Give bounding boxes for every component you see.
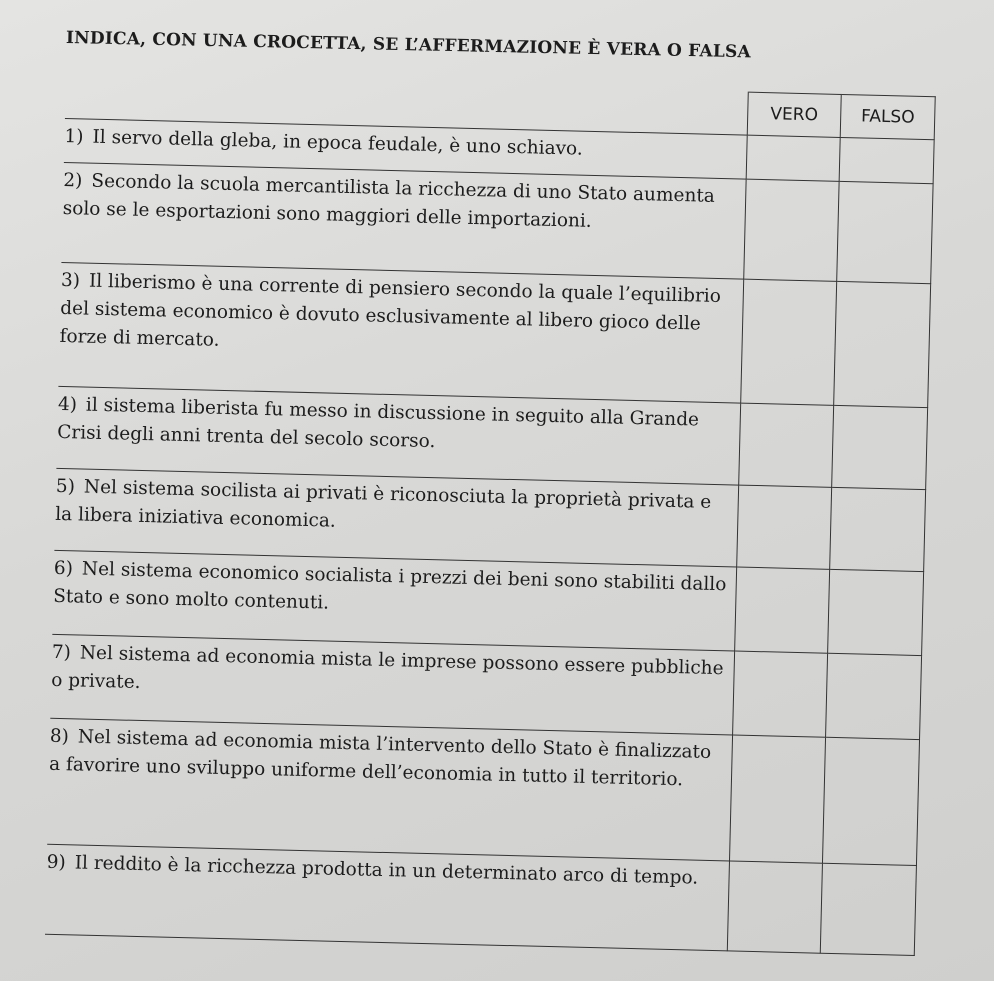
vero-checkbox[interactable] xyxy=(729,735,826,863)
question-row xyxy=(58,262,930,407)
vero-checkbox[interactable] xyxy=(738,403,834,487)
vero-checkbox[interactable] xyxy=(736,485,832,569)
question-text: Il liberismo è una corrente di pensiero secondo la quale l’equilibrio del sistema economico è dovuto esclusivamente al libero gioco delle forze di mercato. xyxy=(59,270,722,351)
question-text: Nel sistema ad economia mista le imprese possono essere pubbliche o private. xyxy=(50,642,724,693)
vero-checkbox[interactable] xyxy=(734,567,830,653)
question-text: Il reddito è la ricchezza prodotta in un determinato arco di tempo. xyxy=(74,852,699,889)
question-text: Nel sistema socilista ai privati è riconosciuta la proprietà privata e la libera iniziativa economica. xyxy=(55,476,712,532)
question-number: 8) xyxy=(49,725,70,748)
question-text: Secondo la scuola mercantilista la ricchezza di uno Stato aumenta solo se le esportazioni sono maggiori delle importazioni. xyxy=(62,170,716,232)
falso-checkbox[interactable] xyxy=(830,487,926,571)
question-number: 4) xyxy=(57,393,78,416)
worksheet-title: INDICA, CON UNA CROCETTA, SE L’AFFERMAZIONE È VERA O FALSA xyxy=(65,28,752,63)
question-text: Nel sistema economico socialista i prezzi dei beni sono stabiliti dallo Stato e sono molto contenuti. xyxy=(53,558,727,614)
question-number: 5) xyxy=(55,475,76,498)
vero-checkbox[interactable] xyxy=(740,279,837,405)
falso-checkbox[interactable] xyxy=(834,281,931,407)
question-number: 3) xyxy=(60,269,81,292)
column-header-vero: VERO xyxy=(747,92,842,137)
vero-checkbox[interactable] xyxy=(732,651,828,737)
question-number: 2) xyxy=(63,169,83,192)
falso-checkbox[interactable] xyxy=(832,405,928,489)
question-number: 6) xyxy=(53,557,74,580)
falso-checkbox[interactable] xyxy=(839,137,934,183)
falso-checkbox[interactable] xyxy=(826,653,922,739)
column-header-falso: FALSO xyxy=(840,94,935,139)
question-number: 7) xyxy=(51,641,72,664)
falso-checkbox[interactable] xyxy=(823,737,920,865)
vero-checkbox[interactable] xyxy=(746,135,841,181)
question-row xyxy=(47,718,919,865)
question-text: Nel sistema ad economia mista l’intervento dello Stato è finalizzato a favorire uno sviluppo uniforme dell’economia in tutto il territorio. xyxy=(48,726,712,791)
falso-checkbox[interactable] xyxy=(821,863,917,955)
question-text: il sistema liberista fu messo in discussione in seguito alla Grande Crisi degli anni trenta del secolo scorso. xyxy=(57,394,700,453)
vero-checkbox[interactable] xyxy=(727,861,823,953)
vero-checkbox[interactable] xyxy=(743,179,839,281)
falso-checkbox[interactable] xyxy=(828,569,924,655)
question-text: Il servo della gleba, in epoca feudale, è uno schiavo. xyxy=(92,126,584,160)
question-number: 1) xyxy=(64,125,84,148)
question-number: 9) xyxy=(46,851,67,874)
falso-checkbox[interactable] xyxy=(837,181,933,283)
true-false-table xyxy=(45,75,936,956)
